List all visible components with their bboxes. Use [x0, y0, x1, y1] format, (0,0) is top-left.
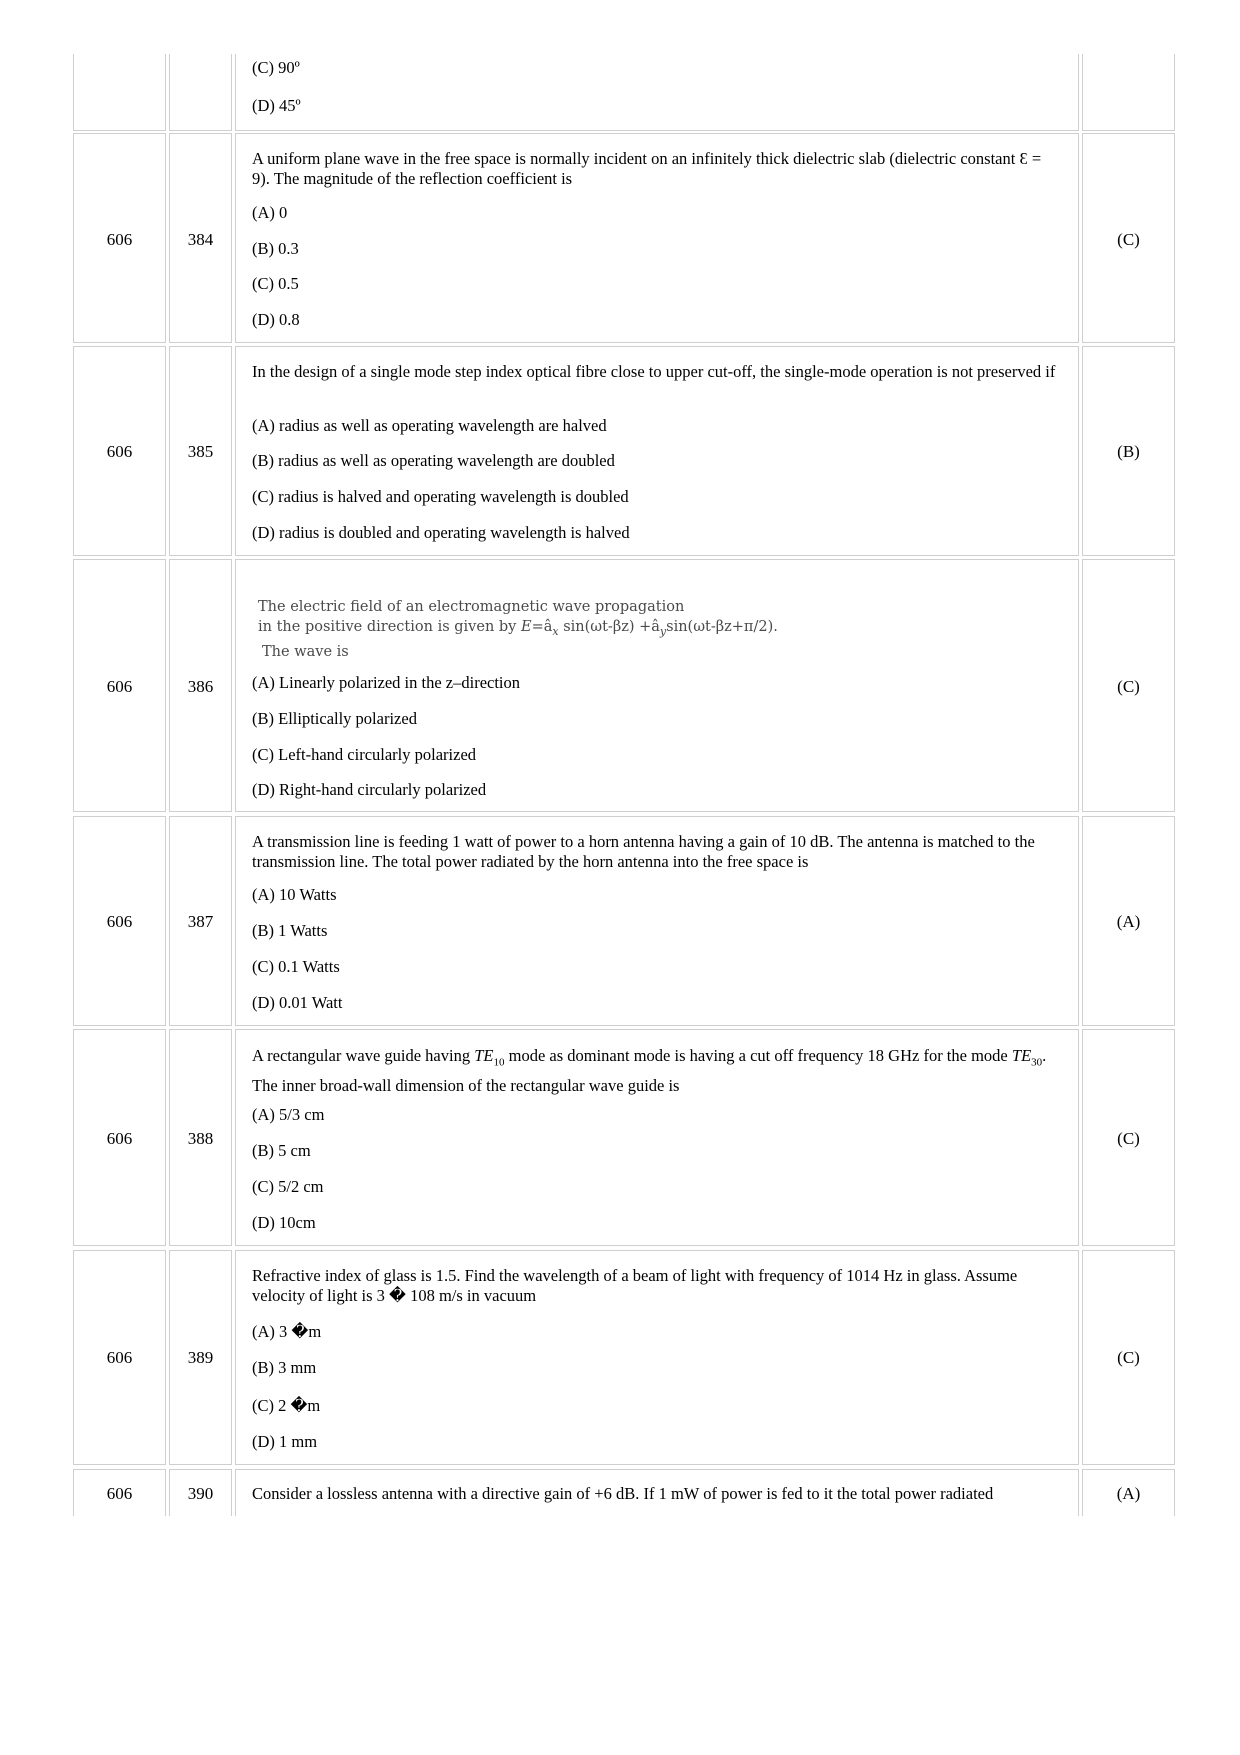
question-number: 386 — [187, 677, 214, 696]
question-cell — [235, 1469, 1079, 1516]
answer-cell — [1082, 559, 1175, 812]
code-cell — [73, 346, 166, 556]
number-cell — [169, 346, 232, 556]
question-text-part: mode as dominant mode is having a cut off frequency 18 GHz for the mode — [504, 1046, 1012, 1065]
question-number: 385 — [187, 442, 214, 461]
code-cell — [73, 1029, 166, 1246]
question-number: 384 — [187, 230, 214, 249]
question-cell — [235, 559, 1079, 812]
answer-key: (A) — [1116, 1484, 1141, 1503]
question-cell — [235, 346, 1079, 556]
figure-line-2-text: in the positive direction is given by — [258, 619, 521, 635]
answer-cell — [1082, 1469, 1175, 1516]
formula-eq: =â — [531, 619, 553, 635]
answer-key: (C) — [1117, 677, 1140, 696]
question-text: In the design of a single mode step index optical fibre close to upper cut-off, the single-mode operation is not preserved if — [252, 362, 1056, 381]
number-cell — [169, 559, 232, 812]
formula-sub-y: y — [659, 624, 667, 638]
option-c: (C) 0.1 Watts — [252, 957, 340, 976]
code-cell — [73, 1469, 166, 1516]
option-a: (A) 5/3 cm — [252, 1105, 325, 1124]
option-b: (B) 5 cm — [252, 1141, 311, 1160]
question-text: Refractive index of glass is 1.5. Find the wavelength of a beam of light with frequency of 1014 Hz in glass. Assume velocity of light is 3 � 108 m/s in vacuum — [252, 1266, 1018, 1305]
number-cell — [169, 133, 232, 343]
subject-code: 606 — [106, 1484, 133, 1503]
number-cell — [169, 816, 232, 1026]
option-b: (B) radius as well as operating wavelength are doubled — [252, 451, 615, 470]
question-text — [252, 1044, 1060, 1097]
question-figure — [258, 597, 778, 667]
answer-cell — [1082, 816, 1175, 1026]
code-cell — [73, 816, 166, 1026]
table-row — [73, 816, 1175, 1026]
te10-subscript: 10 — [493, 1056, 505, 1069]
te-symbol: TE — [1011, 1046, 1032, 1065]
table-row — [73, 54, 1175, 131]
option-b: (B) Elliptically polarized — [252, 709, 417, 728]
subject-code: 606 — [106, 442, 133, 461]
table-row — [73, 1029, 1175, 1246]
option-d: (D) 10cm — [252, 1213, 316, 1232]
question-number: 387 — [187, 912, 214, 931]
option-d: (D) Right-hand circularly polarized — [252, 780, 487, 799]
table-row — [73, 346, 1175, 556]
subject-code: 606 — [106, 1129, 133, 1148]
option-d: (D) radius is doubled and operating wavelength is halved — [252, 523, 630, 542]
figure-line-2 — [258, 617, 778, 642]
answer-key: (C) — [1117, 1348, 1140, 1367]
option-a: (A) Linearly polarized in the z–direction — [252, 673, 521, 692]
number-cell — [169, 1029, 232, 1246]
option-a: (A) 3 �m — [252, 1322, 322, 1341]
answer-key: (C) — [1117, 230, 1140, 249]
question-number: 389 — [187, 1348, 214, 1367]
option-b: (B) 0.3 — [252, 239, 299, 258]
question-cell — [235, 1029, 1079, 1246]
answer-cell — [1082, 1250, 1175, 1465]
option-c: (C) 5/2 cm — [252, 1177, 324, 1196]
subject-code: 606 — [106, 677, 133, 696]
question-cell — [235, 1250, 1079, 1465]
question-number: 390 — [187, 1484, 214, 1503]
question-text: A transmission line is feeding 1 watt of power to a horn antenna having a gain of 10 dB. The antenna is matched to the transmission line. The total power radiated by the horn antenna into the free space is — [252, 832, 1035, 871]
option-b: (B) 3 mm — [252, 1358, 317, 1377]
option-d: (D) 0.01 Watt — [252, 993, 343, 1012]
option-c: (C) 2 �m — [252, 1396, 321, 1415]
table-row — [73, 1250, 1175, 1465]
question-cell — [235, 133, 1079, 343]
answer-cell — [1082, 54, 1175, 131]
question-text: A uniform plane wave in the free space is normally incident on an infinitely thick dielectric slab (dielectric constant Ɛ = 9). The magnitude of the reflection coefficient is — [252, 149, 1042, 188]
answer-key: (C) — [1117, 1129, 1140, 1148]
code-cell — [73, 133, 166, 343]
answer-cell — [1082, 1029, 1175, 1246]
question-text-part: . The inner broad-wall dimension of the rectangular wave guide is — [252, 1046, 1047, 1096]
formula-end: sin(ωt-βz+π/2). — [666, 619, 778, 635]
figure-line-1: The electric field of an electromagnetic wave propagation — [258, 599, 685, 615]
option-a: (A) radius as well as operating wavelength are halved — [252, 416, 607, 435]
answer-key: (B) — [1117, 442, 1140, 461]
code-cell — [73, 559, 166, 812]
option-d: (D) 1 mm — [252, 1432, 318, 1451]
formula-mid: sin(ωt-βz) +â — [558, 619, 660, 635]
subject-code: 606 — [106, 1348, 133, 1367]
option-b: (B) 1 Watts — [252, 921, 328, 940]
option-d: (D) 0.8 — [252, 310, 300, 329]
table-row — [73, 1469, 1175, 1516]
te30-subscript: 30 — [1031, 1056, 1043, 1069]
number-cell — [169, 1469, 232, 1516]
option-d: (D) 45º — [252, 96, 301, 115]
formula-sub-x: x — [552, 624, 559, 638]
code-cell — [73, 54, 166, 131]
question-cell — [235, 54, 1079, 131]
subject-code: 606 — [106, 230, 133, 249]
te-symbol: TE — [474, 1046, 494, 1065]
option-c: (C) 0.5 — [252, 274, 299, 293]
code-cell — [73, 1250, 166, 1465]
question-text: Consider a lossless antenna with a directive gain of +6 dB. If 1 mW of power is fed to it the total power radiated — [252, 1484, 994, 1503]
number-cell — [169, 54, 232, 131]
question-cell — [235, 816, 1079, 1026]
option-a: (A) 0 — [252, 203, 288, 222]
option-c: (C) Left-hand circularly polarized — [252, 745, 477, 764]
answer-cell — [1082, 346, 1175, 556]
answer-cell — [1082, 133, 1175, 343]
option-c: (C) radius is halved and operating wavelength is doubled — [252, 487, 629, 506]
answer-key: (A) — [1116, 912, 1141, 931]
subject-code: 606 — [106, 912, 133, 931]
question-text-part: A rectangular wave guide having — [252, 1046, 475, 1065]
table-row — [73, 133, 1175, 343]
table-row — [73, 559, 1175, 812]
figure-line-3: The wave is — [262, 643, 349, 660]
option-a: (A) 10 Watts — [252, 885, 337, 904]
formula-e: E — [520, 619, 532, 635]
question-number: 388 — [187, 1129, 214, 1148]
option-c: (C) 90º — [252, 58, 300, 77]
number-cell — [169, 1250, 232, 1465]
